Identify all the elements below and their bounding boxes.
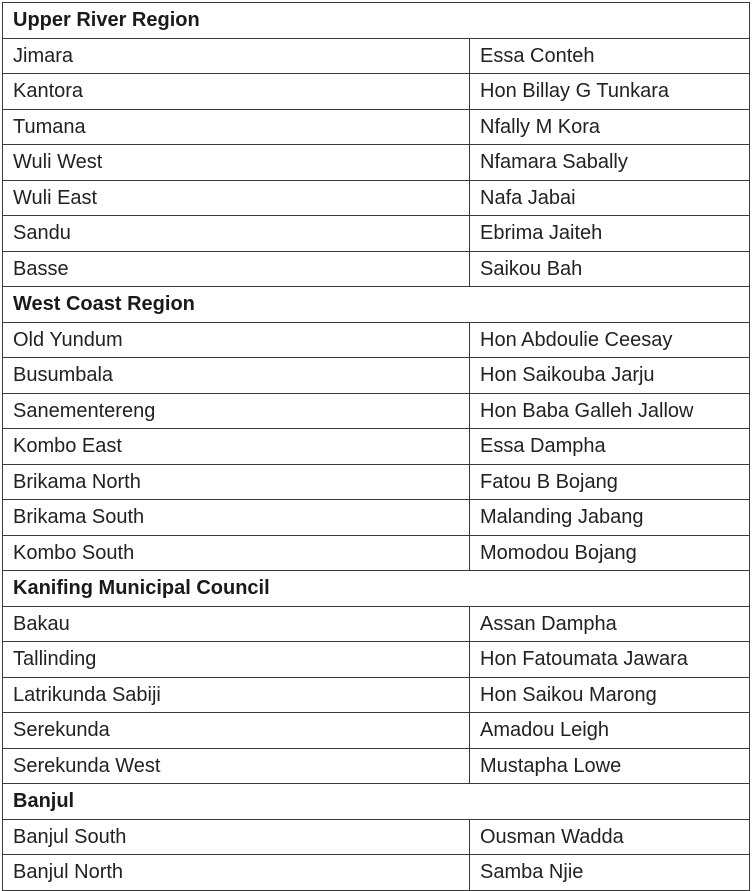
representative-cell: Essa Dampha xyxy=(470,429,750,465)
representative-cell: Nfally M Kora xyxy=(470,109,750,145)
table-row xyxy=(3,145,750,181)
region-header: West Coast Region xyxy=(3,287,750,323)
region-header: Banjul xyxy=(3,784,750,820)
representative-cell: Hon Fatoumata Jawara xyxy=(470,642,750,678)
table-row xyxy=(3,74,750,110)
table-row xyxy=(3,393,750,429)
area-cell: Busumbala xyxy=(3,358,470,394)
representative-cell: Hon Abdoulie Ceesay xyxy=(470,322,750,358)
representative-cell: Ousman Wadda xyxy=(470,819,750,855)
table-row xyxy=(3,819,750,855)
representative-cell: Nafa Jabai xyxy=(470,180,750,216)
constituency-table xyxy=(2,2,750,891)
area-cell: Wuli East xyxy=(3,180,470,216)
area-cell: Bakau xyxy=(3,606,470,642)
table-row xyxy=(3,216,750,252)
table-row xyxy=(3,748,750,784)
table-row xyxy=(3,429,750,465)
table-row xyxy=(3,180,750,216)
representative-cell: Nfamara Sabally xyxy=(470,145,750,181)
area-cell: Basse xyxy=(3,251,470,287)
representative-cell: Mustapha Lowe xyxy=(470,748,750,784)
table-row xyxy=(3,464,750,500)
table-row xyxy=(3,38,750,74)
area-cell: Wuli West xyxy=(3,145,470,181)
region-header: Upper River Region xyxy=(3,3,750,39)
representative-cell: Amadou Leigh xyxy=(470,713,750,749)
area-cell: Serekunda West xyxy=(3,748,470,784)
table-row xyxy=(3,358,750,394)
table-body xyxy=(3,3,750,891)
area-cell: Sandu xyxy=(3,216,470,252)
region-header-row xyxy=(3,571,750,607)
table-row xyxy=(3,677,750,713)
area-cell: Kombo South xyxy=(3,535,470,571)
representative-cell: Ebrima Jaiteh xyxy=(470,216,750,252)
representative-cell: Hon Saikou Marong xyxy=(470,677,750,713)
table-row xyxy=(3,855,750,891)
table-row xyxy=(3,500,750,536)
region-header-row xyxy=(3,3,750,39)
area-cell: Tallinding xyxy=(3,642,470,678)
area-cell: Latrikunda Sabiji xyxy=(3,677,470,713)
area-cell: Jimara xyxy=(3,38,470,74)
representative-cell: Hon Saikouba Jarju xyxy=(470,358,750,394)
region-header-row xyxy=(3,784,750,820)
representative-cell: Fatou B Bojang xyxy=(470,464,750,500)
representative-cell: Momodou Bojang xyxy=(470,535,750,571)
table-row xyxy=(3,109,750,145)
representative-cell: Malanding Jabang xyxy=(470,500,750,536)
region-header-row xyxy=(3,287,750,323)
area-cell: Serekunda xyxy=(3,713,470,749)
representative-cell: Essa Conteh xyxy=(470,38,750,74)
representative-cell: Samba Njie xyxy=(470,855,750,891)
area-cell: Kombo East xyxy=(3,429,470,465)
area-cell: Banjul North xyxy=(3,855,470,891)
representative-cell: Hon Billay G Tunkara xyxy=(470,74,750,110)
area-cell: Kantora xyxy=(3,74,470,110)
table-row xyxy=(3,606,750,642)
region-header: Kanifing Municipal Council xyxy=(3,571,750,607)
representative-cell: Assan Dampha xyxy=(470,606,750,642)
area-cell: Banjul South xyxy=(3,819,470,855)
table-row xyxy=(3,713,750,749)
area-cell: Brikama South xyxy=(3,500,470,536)
table-row xyxy=(3,322,750,358)
representative-cell: Saikou Bah xyxy=(470,251,750,287)
representative-cell: Hon Baba Galleh Jallow xyxy=(470,393,750,429)
table-row xyxy=(3,642,750,678)
table-row xyxy=(3,535,750,571)
area-cell: Tumana xyxy=(3,109,470,145)
table-row xyxy=(3,251,750,287)
area-cell: Brikama North xyxy=(3,464,470,500)
area-cell: Old Yundum xyxy=(3,322,470,358)
area-cell: Sanementereng xyxy=(3,393,470,429)
